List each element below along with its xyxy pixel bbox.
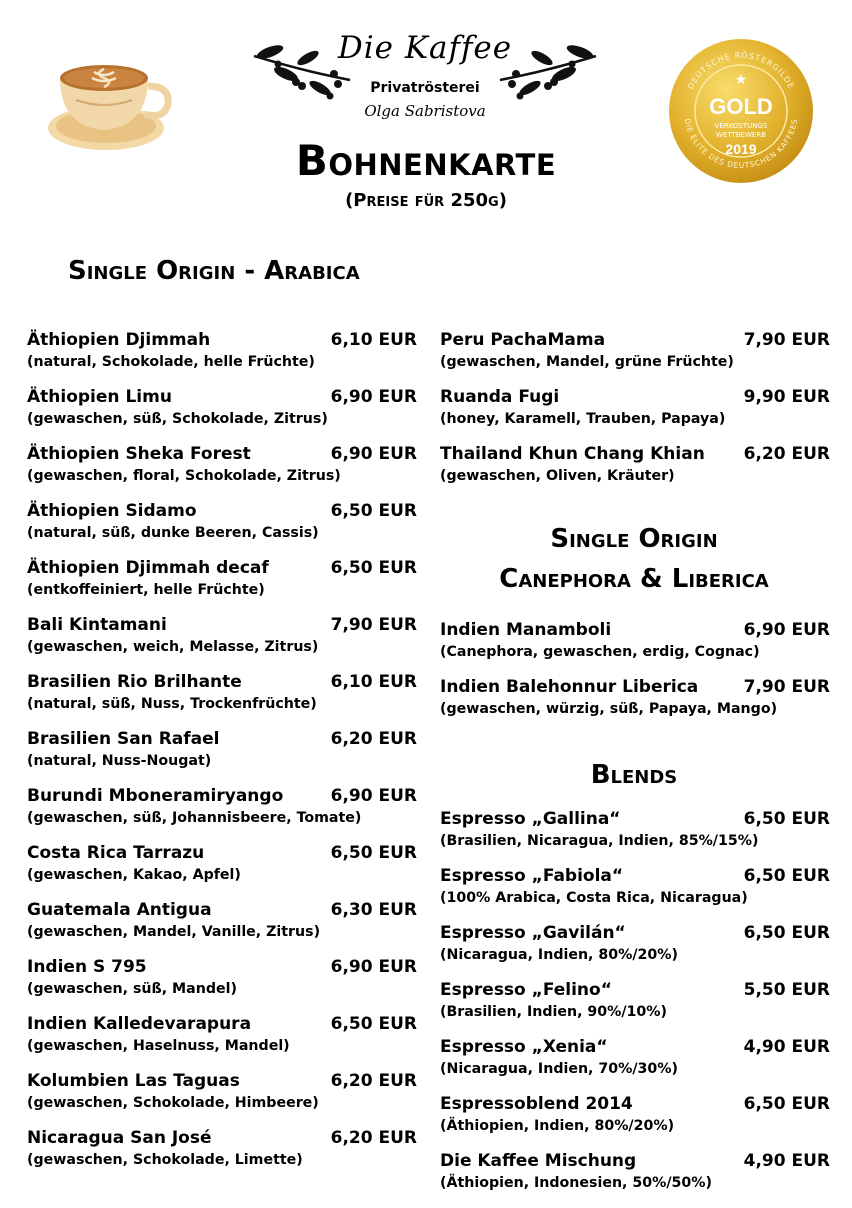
item-price: 4,90 EUR <box>743 1037 830 1057</box>
list-item <box>27 1128 417 1185</box>
item-name: Indien Balehonnur Liberica <box>440 677 699 697</box>
page-title: Bohnenkarte <box>295 136 557 185</box>
badge-award: GOLD <box>709 94 773 119</box>
item-price: 6,90 EUR <box>330 387 417 407</box>
item-description: (gewaschen, Schokolade, Limette) <box>27 1152 303 1168</box>
list-item <box>27 957 417 1014</box>
item-price: 6,10 EUR <box>330 672 417 692</box>
section-title-canephora-line1: Single Origin <box>550 524 718 554</box>
item-price: 9,90 EUR <box>743 387 830 407</box>
item-name: Äthiopien Sheka Forest <box>27 444 251 464</box>
item-description: (gewaschen, floral, Schokolade, Zitrus) <box>27 468 341 484</box>
star-icon: ★ <box>734 72 748 88</box>
item-description: (gewaschen, weich, Melasse, Zitrus) <box>27 639 319 655</box>
list-item <box>440 866 830 923</box>
list-item <box>440 1094 830 1151</box>
list-item <box>440 330 830 387</box>
badge-bottom-text: DIE ELITE DES DEUTSCHEN KAFFEES <box>682 117 800 171</box>
item-description: (gewaschen, Kakao, Apfel) <box>27 867 241 883</box>
item-name: Espresso „Gavilán“ <box>440 923 626 943</box>
item-price: 4,90 EUR <box>743 1151 830 1171</box>
item-description: (gewaschen, Schokolade, Himbeere) <box>27 1095 319 1111</box>
blends-list <box>440 809 830 1208</box>
item-name: Indien S 795 <box>27 957 147 977</box>
item-price: 6,50 EUR <box>330 843 417 863</box>
item-description: (gewaschen, süß, Johannisbeere, Tomate) <box>27 810 362 826</box>
item-description: (natural, süß, dunke Beeren, Cassis) <box>27 525 319 541</box>
logo-owner: Olga Sabristova <box>364 102 486 120</box>
item-name: Burundi Mboneramiryango <box>27 786 284 806</box>
item-description: (Brasilien, Indien, 90%/10%) <box>440 1004 667 1020</box>
item-price: 5,50 EUR <box>743 980 830 1000</box>
item-description: (entkoffeiniert, helle Früchte) <box>27 582 265 598</box>
list-item <box>27 672 417 729</box>
item-description: (gewaschen, süß, Mandel) <box>27 981 237 997</box>
item-description: (gewaschen, Haselnuss, Mandel) <box>27 1038 290 1054</box>
list-item <box>440 1037 830 1094</box>
list-item <box>27 729 417 786</box>
logo-title: Die Kaffee <box>337 30 513 66</box>
list-item <box>440 387 830 444</box>
item-name: Espresso „Fabiola“ <box>440 866 624 886</box>
item-name: Kolumbien Las Taguas <box>27 1071 240 1091</box>
item-name: Peru PachaMama <box>440 330 606 350</box>
item-name: Guatemala Antigua <box>27 900 212 920</box>
item-price: 6,90 EUR <box>743 620 830 640</box>
item-name: Ruanda Fugi <box>440 387 560 407</box>
logo-subtitle: Privatrösterei <box>370 80 480 96</box>
item-name: Nicaragua San José <box>27 1128 212 1148</box>
item-name: Äthiopien Djimmah decaf <box>27 558 269 578</box>
item-description: (Äthiopien, Indonesien, 50%/50%) <box>440 1175 712 1191</box>
item-name: Espressoblend 2014 <box>440 1094 633 1114</box>
item-price: 6,50 EUR <box>743 809 830 829</box>
item-price: 6,20 EUR <box>330 1071 417 1091</box>
item-price: 6,20 EUR <box>743 444 830 464</box>
arabica-list <box>27 330 417 1185</box>
item-description: (gewaschen, süß, Schokolade, Zitrus) <box>27 411 328 427</box>
item-description: (honey, Karamell, Trauben, Papaya) <box>440 411 726 427</box>
list-item <box>27 843 417 900</box>
item-price: 6,20 EUR <box>330 1128 417 1148</box>
list-item <box>27 444 417 501</box>
item-price: 7,90 EUR <box>743 330 830 350</box>
item-description: (natural, Nuss-Nougat) <box>27 753 212 769</box>
badge-line2: WETTBEWERB <box>715 131 767 139</box>
item-name: Die Kaffee Mischung <box>440 1151 637 1171</box>
list-item <box>440 809 830 866</box>
item-description: (natural, Schokolade, helle Früchte) <box>27 354 315 370</box>
section-title-arabica: Single Origin - Arabica <box>68 256 360 286</box>
list-item <box>27 1071 417 1128</box>
item-name: Indien Kalledevarapura <box>27 1014 252 1034</box>
list-item <box>440 923 830 980</box>
list-item <box>27 387 417 444</box>
item-name: Espresso „Gallina“ <box>440 809 621 829</box>
item-description: (100% Arabica, Costa Rica, Nicaragua) <box>440 890 748 906</box>
item-name: Costa Rica Tarrazu <box>27 843 205 863</box>
badge-top-text: DEUTSCHE RÖSTERGILDE <box>686 50 796 91</box>
item-name: Äthiopien Djimmah <box>27 330 211 350</box>
item-name: Brasilien San Rafael <box>27 729 220 749</box>
item-name: Thailand Khun Chang Khian <box>440 444 705 464</box>
list-item <box>27 1014 417 1071</box>
item-description: (Nicaragua, Indien, 70%/30%) <box>440 1061 678 1077</box>
item-price: 6,50 EUR <box>330 1014 417 1034</box>
list-item <box>27 330 417 387</box>
item-description: (Brasilien, Nicaragua, Indien, 85%/15%) <box>440 833 759 849</box>
list-item <box>440 444 830 501</box>
list-item <box>27 615 417 672</box>
item-name: Espresso „Xenia“ <box>440 1037 608 1057</box>
item-price: 6,50 EUR <box>743 1094 830 1114</box>
list-item <box>440 620 830 677</box>
item-name: Äthiopien Limu <box>27 387 172 407</box>
item-price: 6,90 EUR <box>330 786 417 806</box>
brand-logo <box>250 22 600 134</box>
item-name: Äthiopien Sidamo <box>27 501 197 521</box>
list-item <box>27 900 417 957</box>
list-item <box>440 1151 830 1208</box>
item-description: (Äthiopien, Indien, 80%/20%) <box>440 1118 675 1134</box>
item-price: 6,50 EUR <box>743 923 830 943</box>
arabica-right-list <box>440 330 830 501</box>
canephora-list <box>440 620 830 734</box>
list-item <box>440 980 830 1037</box>
item-name: Espresso „Felino“ <box>440 980 612 1000</box>
item-name: Brasilien Rio Brilhante <box>27 672 242 692</box>
item-price: 6,50 EUR <box>330 558 417 578</box>
item-name: Bali Kintamani <box>27 615 167 635</box>
item-price: 7,90 EUR <box>330 615 417 635</box>
item-description: (gewaschen, Mandel, Vanille, Zitrus) <box>27 924 321 940</box>
section-title-canephora-line2: Canephora & Liberica <box>499 564 769 594</box>
badge-year: 2019 <box>725 141 757 157</box>
list-item <box>27 501 417 558</box>
list-item <box>27 786 417 843</box>
item-price: 6,30 EUR <box>330 900 417 920</box>
item-price: 7,90 EUR <box>743 677 830 697</box>
item-description: (Nicaragua, Indien, 80%/20%) <box>440 947 678 963</box>
item-description: (gewaschen, würzig, süß, Papaya, Mango) <box>440 701 778 717</box>
item-price: 6,50 EUR <box>330 501 417 521</box>
item-name: Indien Manamboli <box>440 620 612 640</box>
item-price: 6,50 EUR <box>743 866 830 886</box>
item-description: (gewaschen, Mandel, grüne Früchte) <box>440 354 734 370</box>
section-title-blends: Blends <box>590 760 678 790</box>
item-description: (Canephora, gewaschen, erdig, Cognac) <box>440 644 760 660</box>
item-price: 6,10 EUR <box>330 330 417 350</box>
list-item <box>440 677 830 734</box>
item-description: (natural, süß, Nuss, Trockenfrüchte) <box>27 696 317 712</box>
item-price: 6,90 EUR <box>330 957 417 977</box>
item-price: 6,20 EUR <box>330 729 417 749</box>
item-price: 6,90 EUR <box>330 444 417 464</box>
badge-line1: VERKOSTUNGS <box>714 122 768 130</box>
page-subtitle: (Preise für 250g) <box>345 190 507 211</box>
list-item <box>27 558 417 615</box>
item-description: (gewaschen, Oliven, Kräuter) <box>440 468 675 484</box>
